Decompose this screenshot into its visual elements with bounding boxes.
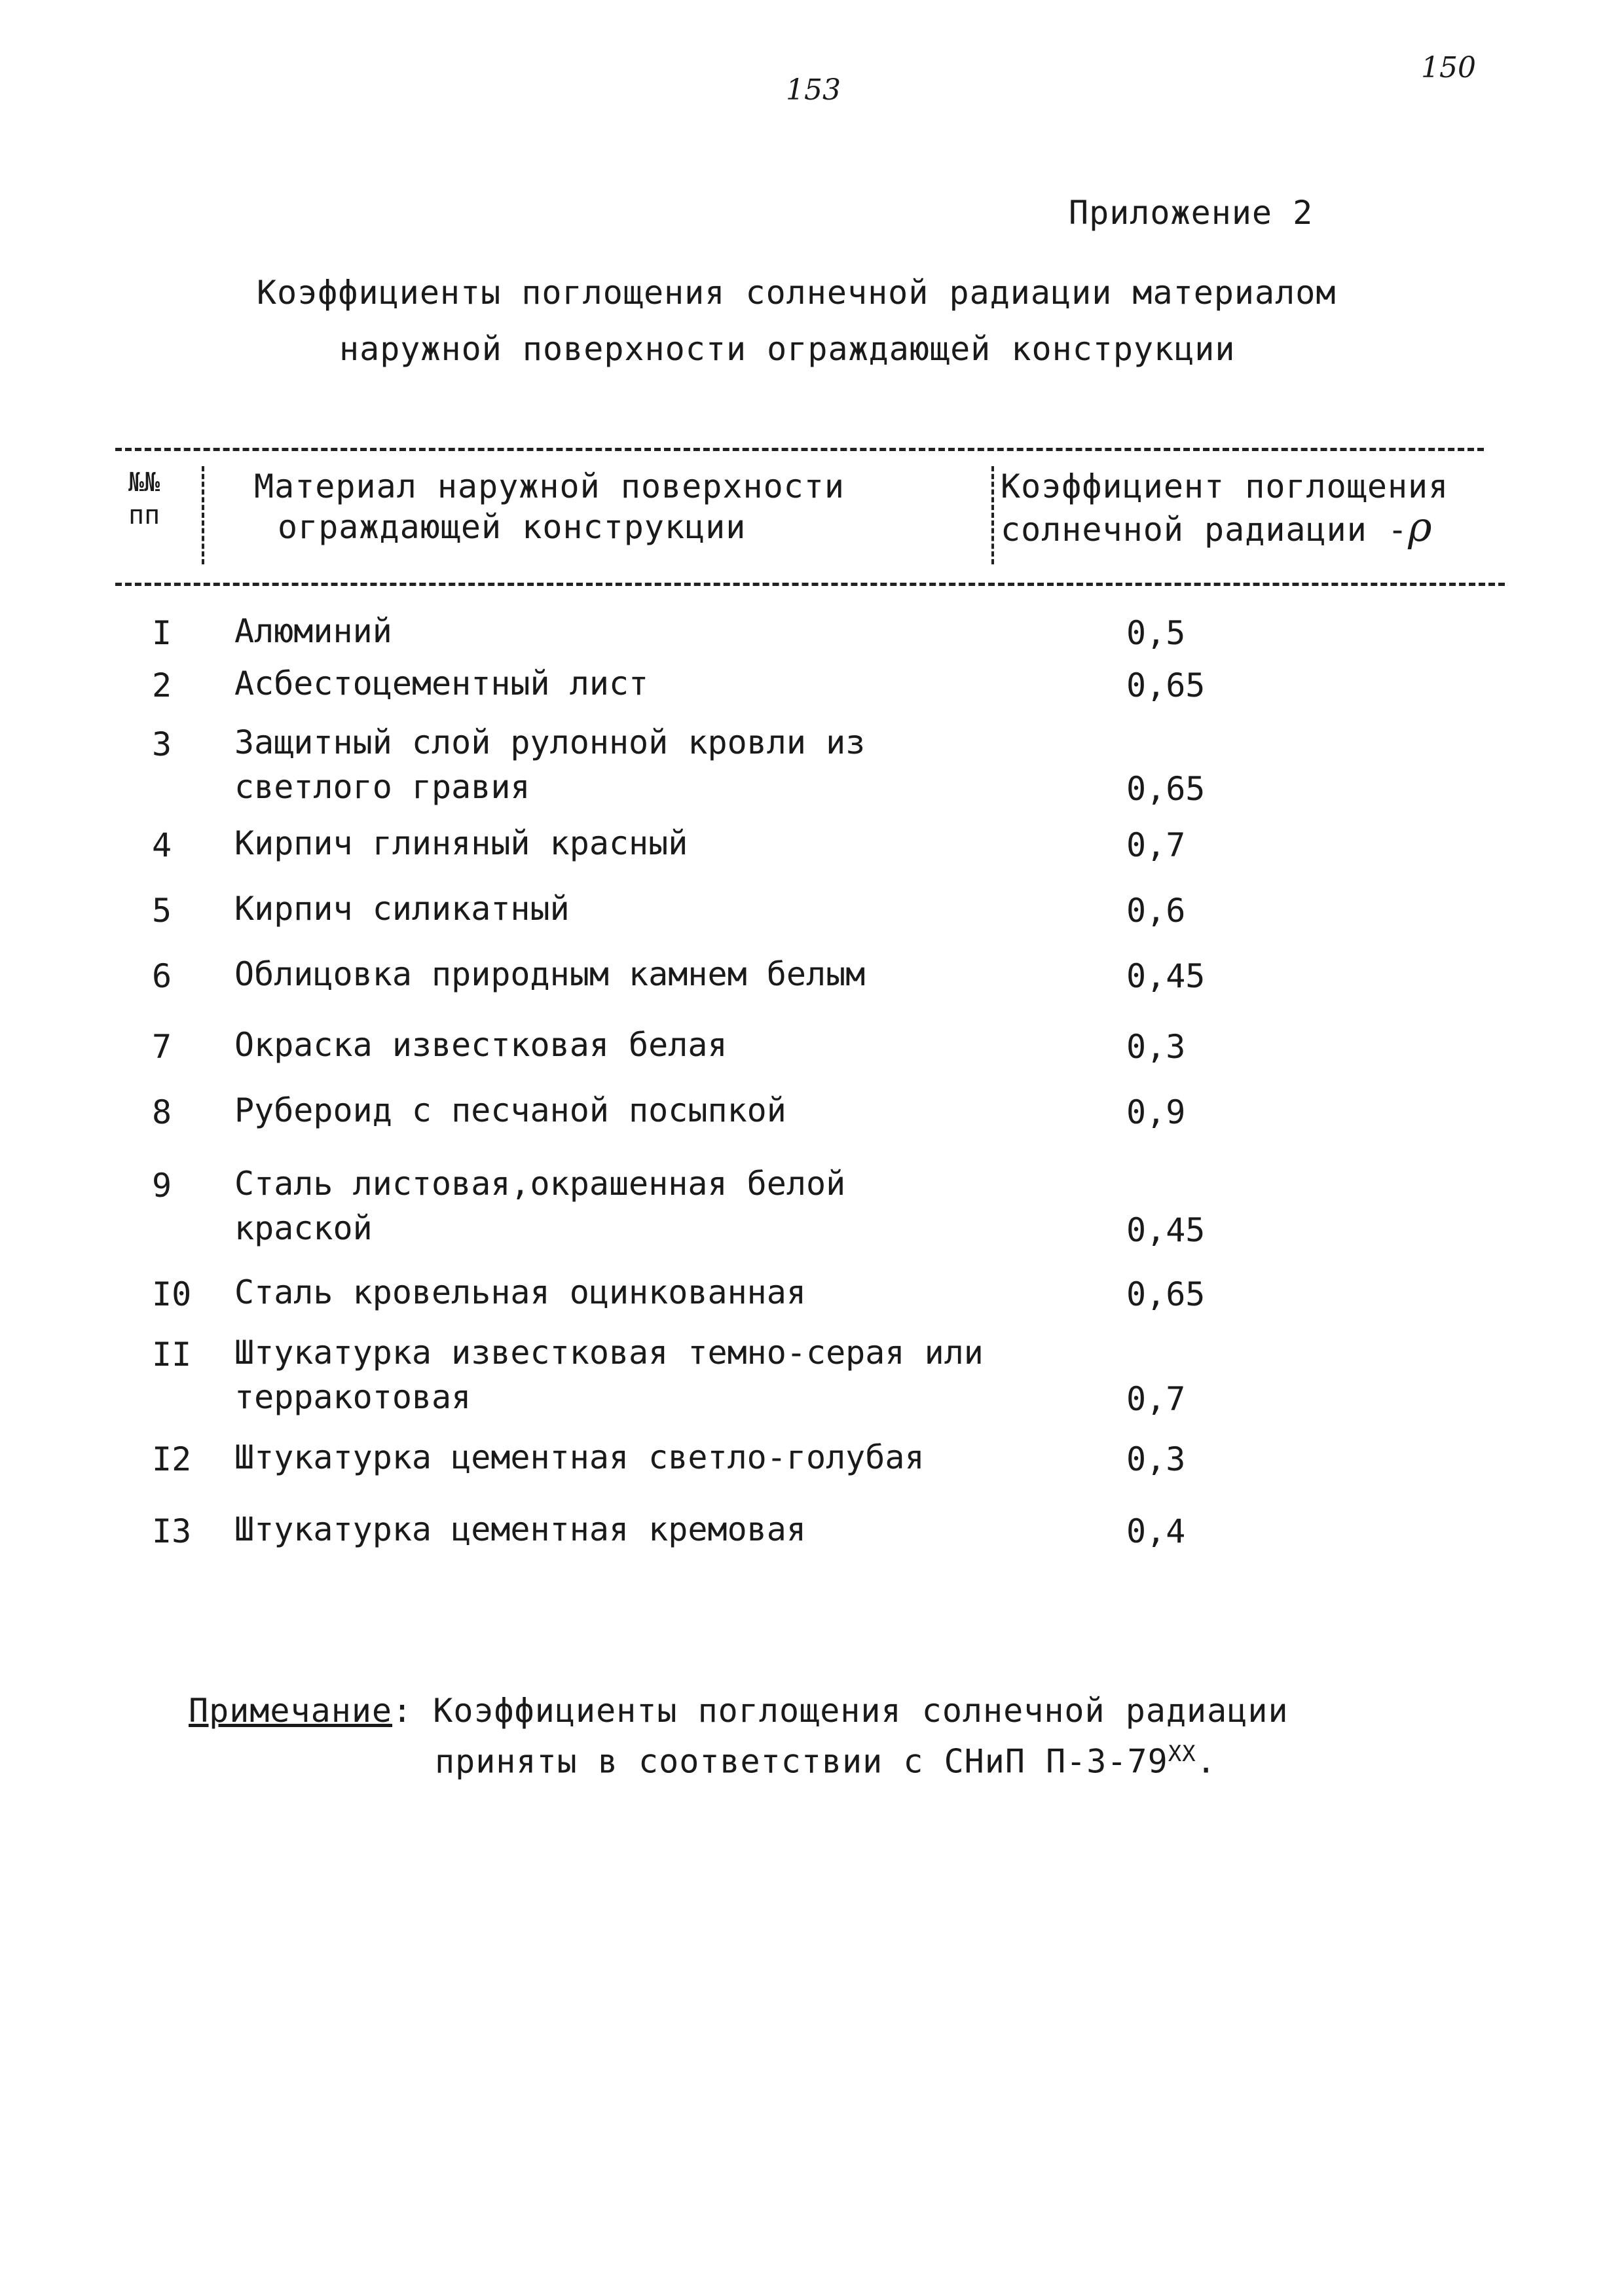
row-material <box>234 952 865 996</box>
header-num-line-2: пп <box>128 500 160 530</box>
header-material-line-1: Материал наружной поверхности <box>254 467 845 505</box>
note-end: . <box>1196 1742 1217 1781</box>
row-material-line: терракотовая <box>234 1378 471 1416</box>
row-value: 0,45 <box>1126 1211 1206 1249</box>
note-superscript: ХХ <box>1168 1741 1196 1767</box>
row-material <box>234 1330 984 1419</box>
row-material <box>234 1023 728 1067</box>
page-number-center: 153 <box>786 73 841 107</box>
row-material-line: краской <box>234 1209 373 1247</box>
note <box>189 1689 1289 1783</box>
row-value: 0,3 <box>1126 1028 1186 1066</box>
row-number: 2 <box>152 666 172 704</box>
row-number: 9 <box>152 1167 172 1205</box>
row-material <box>234 1507 806 1552</box>
row-value: 0,4 <box>1126 1512 1186 1550</box>
header-divider-1 <box>202 466 204 564</box>
row-material <box>234 1161 845 1250</box>
row-material <box>234 1435 925 1480</box>
appendix-label: Приложение 2 <box>1069 194 1314 232</box>
row-material-line: Штукатурка известковая темно-серая или <box>234 1334 984 1372</box>
row-material <box>234 886 570 931</box>
row-material-line: Рубероид с песчаной посыпкой <box>234 1091 786 1129</box>
row-value: 0,65 <box>1126 666 1206 704</box>
header-num-line-1: №№ <box>128 467 160 498</box>
row-value: 0,7 <box>1126 826 1186 864</box>
note-line-1-wrap <box>189 1689 1289 1732</box>
row-material-line: Защитный слой рулонной кровли из <box>234 723 866 761</box>
row-material-line: Кирпич силикатный <box>234 890 570 928</box>
row-material-line: Штукатурка цементная светло-голубая <box>234 1438 925 1476</box>
row-material <box>234 661 648 706</box>
row-number: I2 <box>152 1440 192 1478</box>
header-material-cell <box>254 466 845 547</box>
row-value: 0,65 <box>1126 770 1206 808</box>
row-material <box>234 720 865 809</box>
row-value: 0,5 <box>1126 614 1186 652</box>
header-coef-line-2-wrap <box>1001 503 1449 551</box>
row-material-line: Окраска известковая белая <box>234 1026 728 1064</box>
note-label: Примечание <box>189 1692 393 1730</box>
row-number: 5 <box>152 892 172 930</box>
row-value: 0,65 <box>1126 1275 1206 1313</box>
title-line-1: Коэффициенты поглощения солнечной радиации материалом <box>257 274 1337 312</box>
row-value: 0,6 <box>1126 892 1186 930</box>
header-coef-cell <box>1001 466 1449 550</box>
note-line-2-wrap <box>189 1732 1289 1783</box>
row-value: 0,9 <box>1126 1093 1186 1131</box>
row-number: 7 <box>152 1028 172 1066</box>
row-material-line: светлого гравия <box>234 768 530 806</box>
row-material-line: Сталь кровельная оцинкованная <box>234 1273 806 1311</box>
row-material <box>234 821 688 866</box>
row-number: I3 <box>152 1512 192 1550</box>
row-value: 0,7 <box>1126 1380 1186 1418</box>
row-number: I0 <box>152 1275 192 1313</box>
rho-symbol: ρ <box>1408 503 1433 551</box>
header-material-line-2: ограждающей конструкции <box>278 508 747 546</box>
note-colon: : <box>392 1692 413 1730</box>
row-number: 4 <box>152 826 172 864</box>
note-line-1: Коэффициенты поглощения солнечной радиации <box>433 1692 1289 1730</box>
row-number: II <box>152 1336 192 1374</box>
table-top-rule <box>115 448 1484 451</box>
header-num-cell <box>128 466 160 532</box>
row-material-line: Сталь листовая,окрашенная белой <box>234 1165 846 1203</box>
row-material-line: Облицовка природным камнем белым <box>234 955 866 993</box>
row-value: 0,3 <box>1126 1440 1186 1478</box>
row-material <box>234 1270 806 1315</box>
row-material-line: Штукатурка цементная кремовая <box>234 1510 806 1548</box>
row-number: 3 <box>152 725 172 763</box>
row-value: 0,45 <box>1126 957 1206 995</box>
page-number-right: 150 <box>1421 51 1476 84</box>
row-material-line: Кирпич глиняный красный <box>234 824 688 862</box>
row-material-line: Асбестоцементный лист <box>234 665 649 702</box>
row-number: I <box>152 614 172 652</box>
header-divider-2 <box>991 466 994 564</box>
row-material <box>234 609 392 653</box>
row-material-line: Алюминий <box>234 612 392 650</box>
title-line-2: наружной поверхности ограждающей конструкции <box>339 330 1236 368</box>
header-coef-line-2: солнечной радиации - <box>1001 511 1409 549</box>
row-number: 8 <box>152 1093 172 1131</box>
row-material <box>234 1088 786 1133</box>
note-line-2: приняты в соответствии с СНиП П-3-79 <box>435 1742 1168 1781</box>
table-header-rule <box>115 583 1505 586</box>
header-coef-line-1: Коэффициент поглощения <box>1001 467 1449 505</box>
row-number: 6 <box>152 957 172 995</box>
